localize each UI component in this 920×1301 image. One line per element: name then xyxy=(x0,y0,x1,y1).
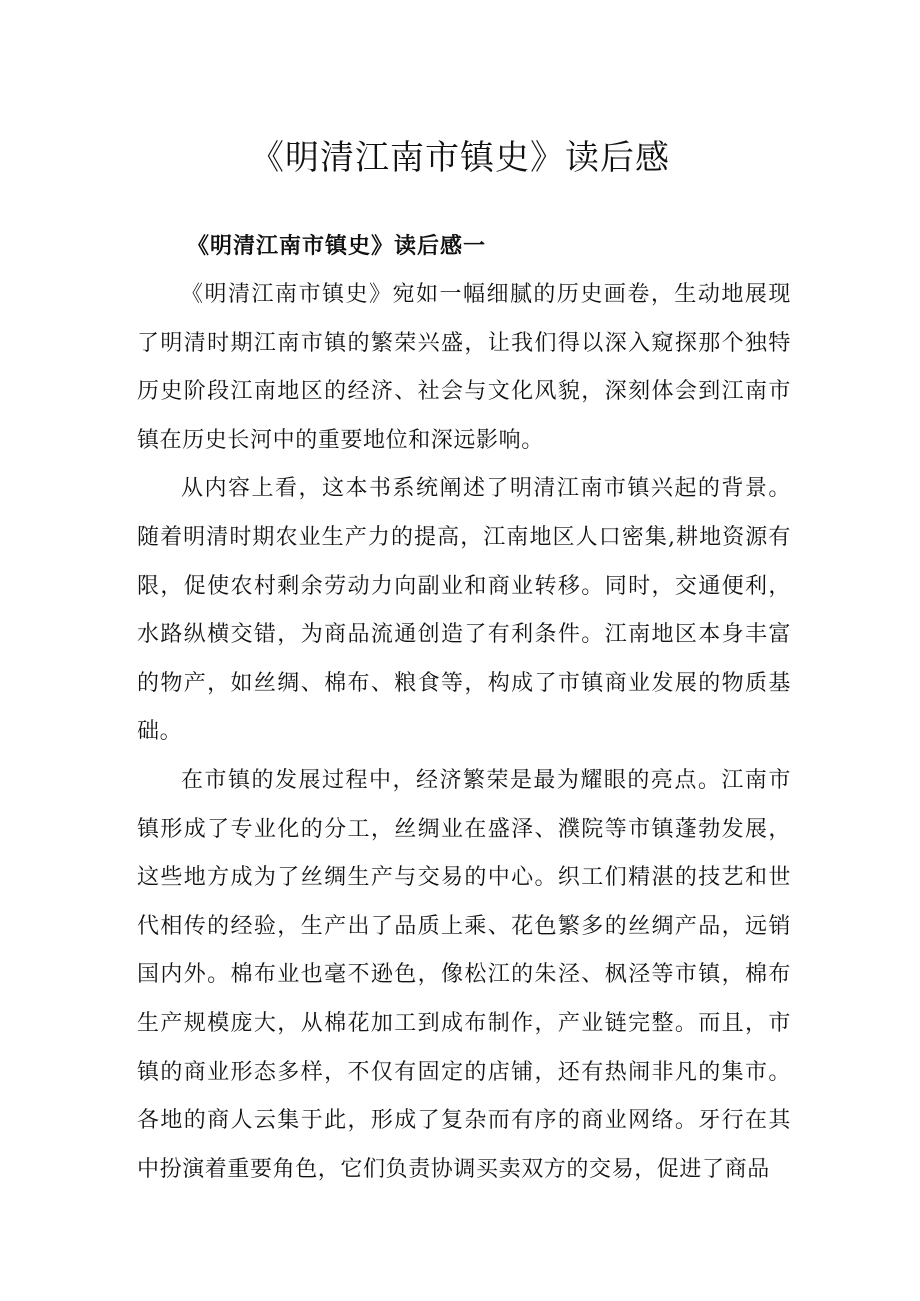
section-heading: 《明清江南市镇史》读后感一 xyxy=(187,233,487,259)
paragraph-2: 从内容上看，这本书系统阐述了明清江南市镇兴起的背景。随着明清时期农业生产力的提高，江南地区人口密集,耕地资源有限，促使农村剩余劳动力向副业和商业转移。同时，交通便利，水路纵横交错，为商品流通创造了有利条件。江南地区本身丰富的物产，如丝绸、棉布、粮食等，构成了市镇商业发展的物质基础。 xyxy=(137,476,791,745)
document-body xyxy=(137,271,791,1194)
paragraph-3: 在市镇的发展过程中，经济繁荣是最为耀眼的亮点。江南市镇形成了专业化的分工，丝绸业在盛泽、濮院等市镇蓬勃发展，这些地方成为了丝绸生产与交易的中心。织工们精湛的技艺和世代相传的经验，生产出了品质上乘、花色繁多的丝绸产品，远销国内外。棉布业也毫不逊色，像松江的朱泾、枫泾等市镇，棉布生产规模庞大，从棉花加工到成布制作，产业链完整。而且，市镇的商业形态多样，不仅有固定的店铺，还有热闹非凡的集市。各地的商人云集于此，形成了复杂而有序的商业网络。牙行在其中扮演着重要角色，它们负责协调买卖双方的交易，促进了商品 xyxy=(137,767,791,1182)
paragraph-1: 《明清江南市镇史》宛如一幅细腻的历史画卷，生动地展现了明清时期江南市镇的繁荣兴盛，让我们得以深入窥探那个独特历史阶段江南地区的经济、社会与文化风貌，深刻体会到江南市镇在历史长河中的重要地位和深远影响。 xyxy=(137,282,791,453)
document-title: 《明清江南市镇史》读后感 xyxy=(250,138,670,178)
